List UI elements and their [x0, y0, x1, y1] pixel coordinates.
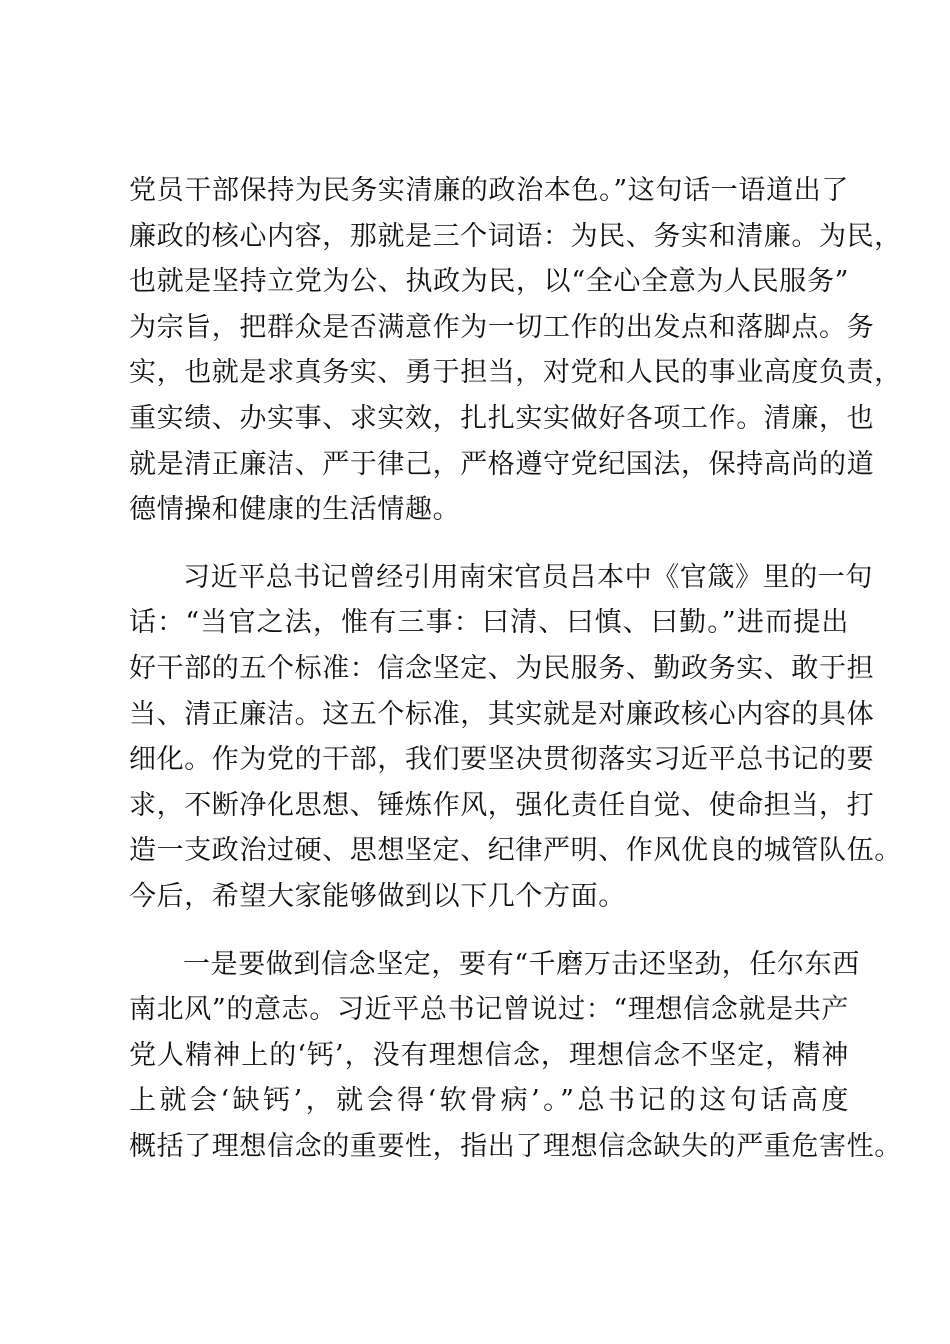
paragraph: [129, 555, 902, 920]
text-line: 为宗旨，把群众是否满意作为一切工作的出发点和落脚点。务: [129, 311, 875, 343]
text-line: 当、清正廉洁。这五个标准，其实就是对廉政核心内容的具体: [129, 698, 875, 730]
text-line: 南北风”的意志。习近平总书记曾说过：“理想信念就是共产: [129, 994, 849, 1026]
text-line: 党人精神上的‘钙’，没有理想信念，理想信念不坚定，精神: [129, 1039, 849, 1071]
text-line: 细化。作为党的干部，我们要坚决贯彻落实习近平总书记的要: [129, 744, 875, 776]
text-line: 重实绩、办实事、求实效，扎扎实实做好各项工作。清廉，也: [129, 402, 875, 434]
text-line: 党员干部保持为民务实清廉的政治本色。”这句话一语道出了: [129, 175, 849, 206]
text-line: 求，不断净化思想、锤炼作风，强化责任自觉、使命担当，打: [129, 789, 875, 821]
text-line: 好干部的五个标准：信念坚定、为民服务、勤政务实、敢于担: [129, 652, 875, 684]
text-line: 廉政的核心内容，那就是三个词语：为民、务实和清廉。为民，: [129, 220, 902, 252]
text-line: 一是要做到信念坚定，要有“千磨万击还坚劲，任尔东西: [183, 948, 860, 980]
text-line: 上就会‘缺钙’，就会得‘软骨病’。”总书记的这句话高度: [129, 1085, 849, 1117]
paragraph: [129, 168, 902, 533]
text-line: 今后，希望大家能够做到以下几个方面。: [129, 880, 626, 912]
text-line: 话：“当官之法，惟有三事：曰清、曰慎、曰勤。”进而提出: [129, 607, 849, 639]
text-line: 德情操和健康的生活情趣。: [129, 494, 461, 526]
text-line: 实，也就是求真务实、勇于担当，对党和人民的事业高度负责，: [129, 357, 902, 389]
text-line: 造一支政治过硬、思想坚定、纪律严明、作风优良的城管队伍。: [129, 835, 902, 867]
text-line: 习近平总书记曾经引用南宋官员吕本中《官箴》里的一句: [183, 561, 873, 593]
text-line: 也就是坚持立党为公、执政为民，以“全心全意为人民服务”: [129, 266, 849, 298]
paragraph: [129, 942, 902, 1170]
text-line: 就是清正廉洁、严于律己，严格遵守党纪国法，保持高尚的道: [129, 448, 875, 480]
text-line: 概括了理想信念的重要性，指出了理想信念缺失的严重危害性。: [129, 1130, 902, 1162]
document-body: [129, 168, 902, 1191]
